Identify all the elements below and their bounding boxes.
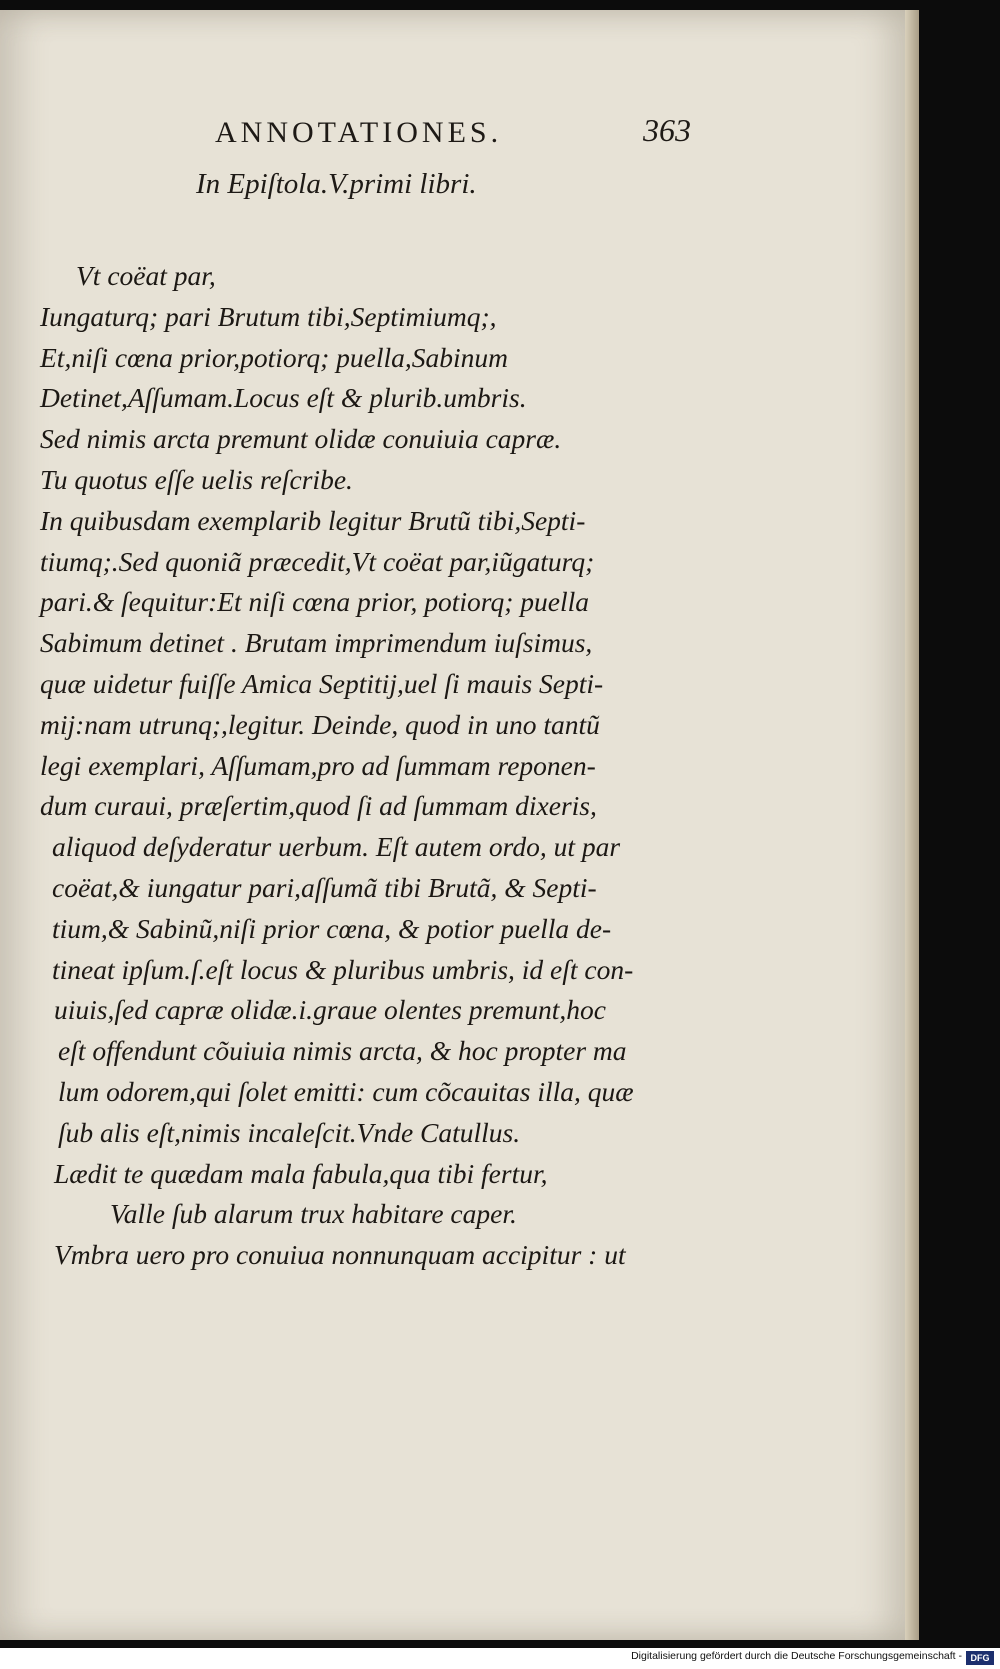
- commentary-line: ſub alis eſt,nimis incaleſcit.Vnde Catullus.: [58, 1116, 521, 1148]
- catullus-line: Valle ſub alarum trux habitare caper.: [110, 1198, 517, 1230]
- verse-line: Et,niſi cœna prior,potiorq; puella,Sabinum: [40, 341, 509, 373]
- text-block: [40, 256, 740, 1276]
- commentary-line: uiuis,ſed capræ olidæ.i.graue olentes premunt,hoc: [54, 994, 606, 1026]
- catullus-line: Lædit te quædam mala fabula,qua tibi fertur,: [54, 1157, 548, 1189]
- commentary-line: tiumq;.Sed quoniã præcedit,Vt coëat par,iũgaturq;: [40, 545, 595, 577]
- running-title: ANNOTATIONES.: [215, 116, 503, 149]
- commentary-line: quæ uidetur fuiſſe Amica Septitij,uel ſi mauis Septi-: [40, 667, 604, 699]
- page-edge: [905, 10, 919, 1640]
- commentary-line: tineat ipſum.ſ.eſt locus & pluribus umbris, id eſt con-: [52, 953, 634, 985]
- verse-line: Vt coëat par,: [76, 260, 216, 291]
- commentary-line: pari.& ſequitur:Et niſi cœna prior, potiorq; puella: [40, 586, 589, 618]
- page-number: 363: [643, 112, 691, 148]
- footer-bar: [0, 1648, 1000, 1669]
- verse-line: Iungaturq; pari Brutum tibi,Septimiumq;,: [40, 300, 497, 332]
- verse-line: Tu quotus eſſe uelis reſcribe.: [40, 463, 353, 495]
- dfg-logo-icon: DFG: [966, 1651, 994, 1665]
- commentary-line: aliquod deſyderatur uerbum. Eſt autem ordo, ut par: [52, 831, 621, 863]
- funding-note: Digitalisierung gefördert durch die Deutsche Forschungsgemeinschaft -: [631, 1650, 962, 1662]
- section-heading: In Epiſtola.V.primi libri.: [196, 168, 477, 200]
- commentary-line: lum odorem,qui ſolet emitti: cum cõcauitas illa, quæ: [58, 1075, 634, 1107]
- commentary-line: Sabimum detinet . Brutam imprimendum iuſsimus,: [40, 627, 593, 659]
- commentary-line: eſt offendunt cõuiuia nimis arcta, & hoc propter ma: [58, 1035, 627, 1067]
- commentary-line: dum curaui, præſertim,quod ſi ad ſummam dixeris,: [40, 790, 597, 822]
- verse-line: Sed nimis arcta premunt olidæ conuiuia capræ.: [40, 423, 562, 455]
- commentary-line: tium,& Sabinũ,niſi prior cœna, & potior puella de-: [52, 912, 612, 944]
- commentary-line: In quibusdam exemplarib legitur Brutũ tibi,Septi-: [40, 504, 586, 536]
- verse-line: Detinet,Aſſumam.Locus eſt & plurib.umbris.: [40, 382, 527, 414]
- commentary-line: mij:nam utrunq;,legitur. Deinde, quod in uno tantũ: [40, 708, 600, 740]
- commentary-line: legi exemplari, Aſſumam,pro ad ſummam reponen-: [40, 749, 596, 781]
- commentary-line: coëat,& iungatur pari,aſſumã tibi Brutã, & Septi-: [52, 871, 597, 903]
- final-line: Vmbra uero pro conuiua nonnunquam accipitur : ut: [54, 1239, 626, 1271]
